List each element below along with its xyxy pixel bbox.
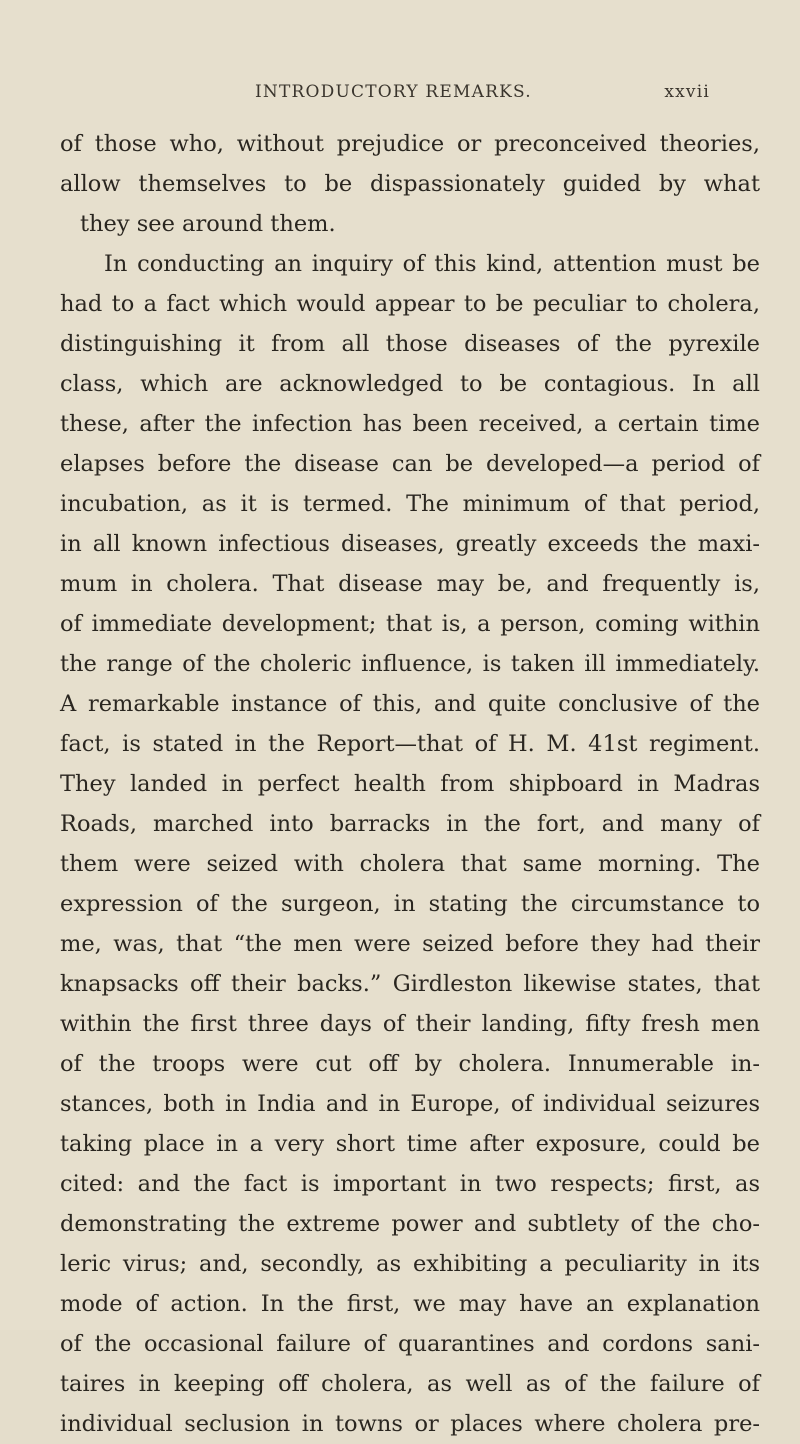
text-line: of the troops were cut off by cholera. Innumerable in- xyxy=(60,1051,760,1077)
text-line: individual seclusion in towns or places where cholera pre- xyxy=(60,1411,760,1437)
text-line: taking place in a very short time after exposure, could be xyxy=(60,1131,760,1157)
text-line: fact, is stated in the Report—that of H. M. 41st regiment. xyxy=(60,731,760,757)
text-line: A remarkable instance of this, and quite conclusive of the xyxy=(60,691,760,717)
text-line: stances, both in India and in Europe, of individual seizures xyxy=(60,1091,760,1117)
text-line: taires in keeping off cholera, as well as of the failure of xyxy=(60,1371,760,1397)
text-line: elapses before the disease can be developed—a period of xyxy=(60,451,760,477)
text-line: They landed in perfect health from shipboard in Madras xyxy=(60,771,760,797)
text-line: they see around them. xyxy=(80,211,336,237)
text-line: cited: and the fact is important in two respects; first, as xyxy=(60,1171,760,1197)
text-line: within the first three days of their landing, fifty fresh men xyxy=(60,1011,760,1037)
text-line: of the occasional failure of quarantines and cordons sani- xyxy=(60,1331,760,1357)
running-title: INTRODUCTORY REMARKS. xyxy=(255,82,532,102)
text-line: allow themselves to be dispassionately guided by what xyxy=(60,171,760,197)
text-line: of immediate development; that is, a person, coming within xyxy=(60,611,760,637)
page-number: xxvii xyxy=(664,82,710,102)
text-line: these, after the infection has been received, a certain time xyxy=(60,411,760,437)
text-line: expression of the surgeon, in stating the circumstance to xyxy=(60,891,760,917)
text-line: of those who, without prejudice or preconceived theories, xyxy=(60,131,760,157)
paragraph-start-line: In conducting an inquiry of this kind, attention must be xyxy=(104,251,760,277)
text-line: mode of action. In the first, we may have an explanation xyxy=(60,1291,760,1317)
text-line: had to a fact which would appear to be peculiar to cholera, xyxy=(60,291,760,317)
text-line: Roads, marched into barracks in the fort, and many of xyxy=(60,811,760,837)
running-header xyxy=(255,82,710,112)
text-line: knapsacks off their backs.” Girdleston likewise states, that xyxy=(60,971,760,997)
body-text xyxy=(60,124,760,1444)
text-line: distinguishing it from all those diseases of the pyrexile xyxy=(60,331,760,357)
text-line: the range of the choleric influence, is taken ill immediately. xyxy=(60,651,760,677)
text-line: demonstrating the extreme power and subtlety of the cho- xyxy=(60,1211,760,1237)
text-line: incubation, as it is termed. The minimum of that period, xyxy=(60,491,760,517)
text-line: mum in cholera. That disease may be, and frequently is, xyxy=(60,571,760,597)
text-line: them were seized with cholera that same morning. The xyxy=(60,851,760,877)
text-line: leric virus; and, secondly, as exhibiting a peculiarity in its xyxy=(60,1251,760,1277)
text-line: me, was, that “the men were seized before they had their xyxy=(60,931,760,957)
text-line: in all known infectious diseases, greatly exceeds the maxi- xyxy=(60,531,760,557)
text-line: class, which are acknowledged to be contagious. In all xyxy=(60,371,760,397)
